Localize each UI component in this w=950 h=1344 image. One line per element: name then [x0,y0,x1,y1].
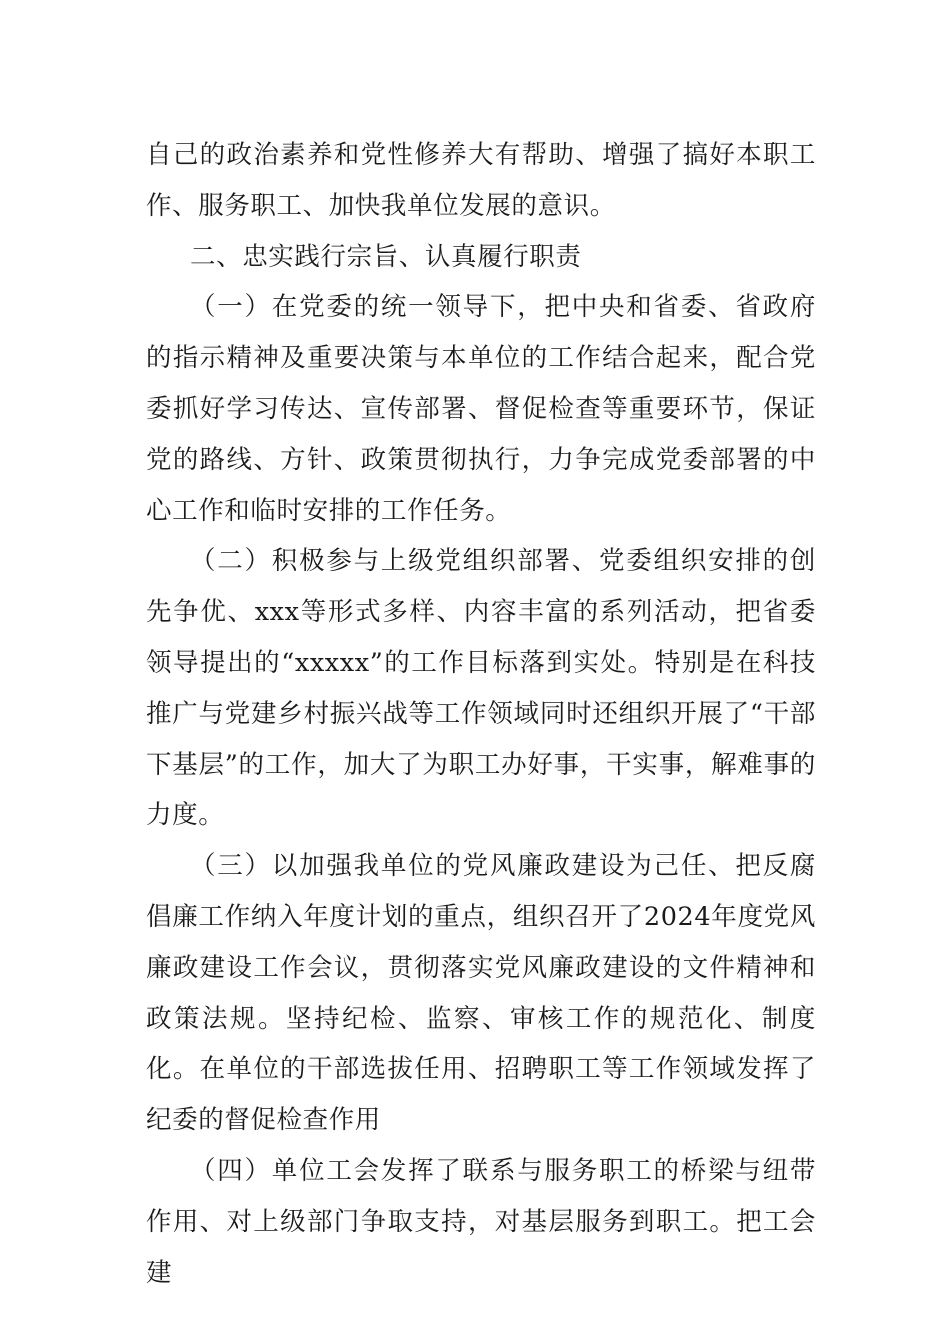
paragraph-item-3: （三）以加强我单位的党风廉政建设为己任、把反腐倡廉工作纳入年度计划的重点，组织召开了2024年度党风廉政建设工作会议，贯彻落实党风廉政建设的文件精神和政策法规。坚持纪检、监察、审核工作的规范化、制度化。在单位的干部选拔任用、招聘职工等工作领域发挥了纪委的督促检查作用 [146,851,816,1136]
document-body [146,130,816,1298]
section-heading: 二、忠实践行宗旨、认真履行职责 [190,241,582,272]
paragraph-intro-continuation: 自己的政治素养和党性修养大有帮助、增强了搞好本职工作、服务职工、加快我单位发展的意识。 [146,140,816,221]
paragraph-item-4: （四）单位工会发挥了联系与服务职工的桥梁与纽带作用、对上级部门争取支持，对基层服务到职工。把工会建 [146,1155,816,1288]
paragraph-item-2: （二）积极参与上级党组织部署、党委组织安排的创先争优、xxx等形式多样、内容丰富的系列活动，把省委领导提出的“xxxxx”的工作目标落到实处。特别是在科技推广与党建乡村振兴战等工作领域同时还组织开展了“干部下基层”的工作，加大了为职工办好事，干实事，解难事的力度。 [146,546,816,831]
paragraph-item-1: （一）在党委的统一领导下，把中央和省委、省政府的指示精神及重要决策与本单位的工作结合起来，配合党委抓好学习传达、宣传部署、督促检查等重要环节，保证党的路线、方针、政策贯彻执行，力争完成党委部署的中心工作和临时安排的工作任务。 [146,292,816,526]
